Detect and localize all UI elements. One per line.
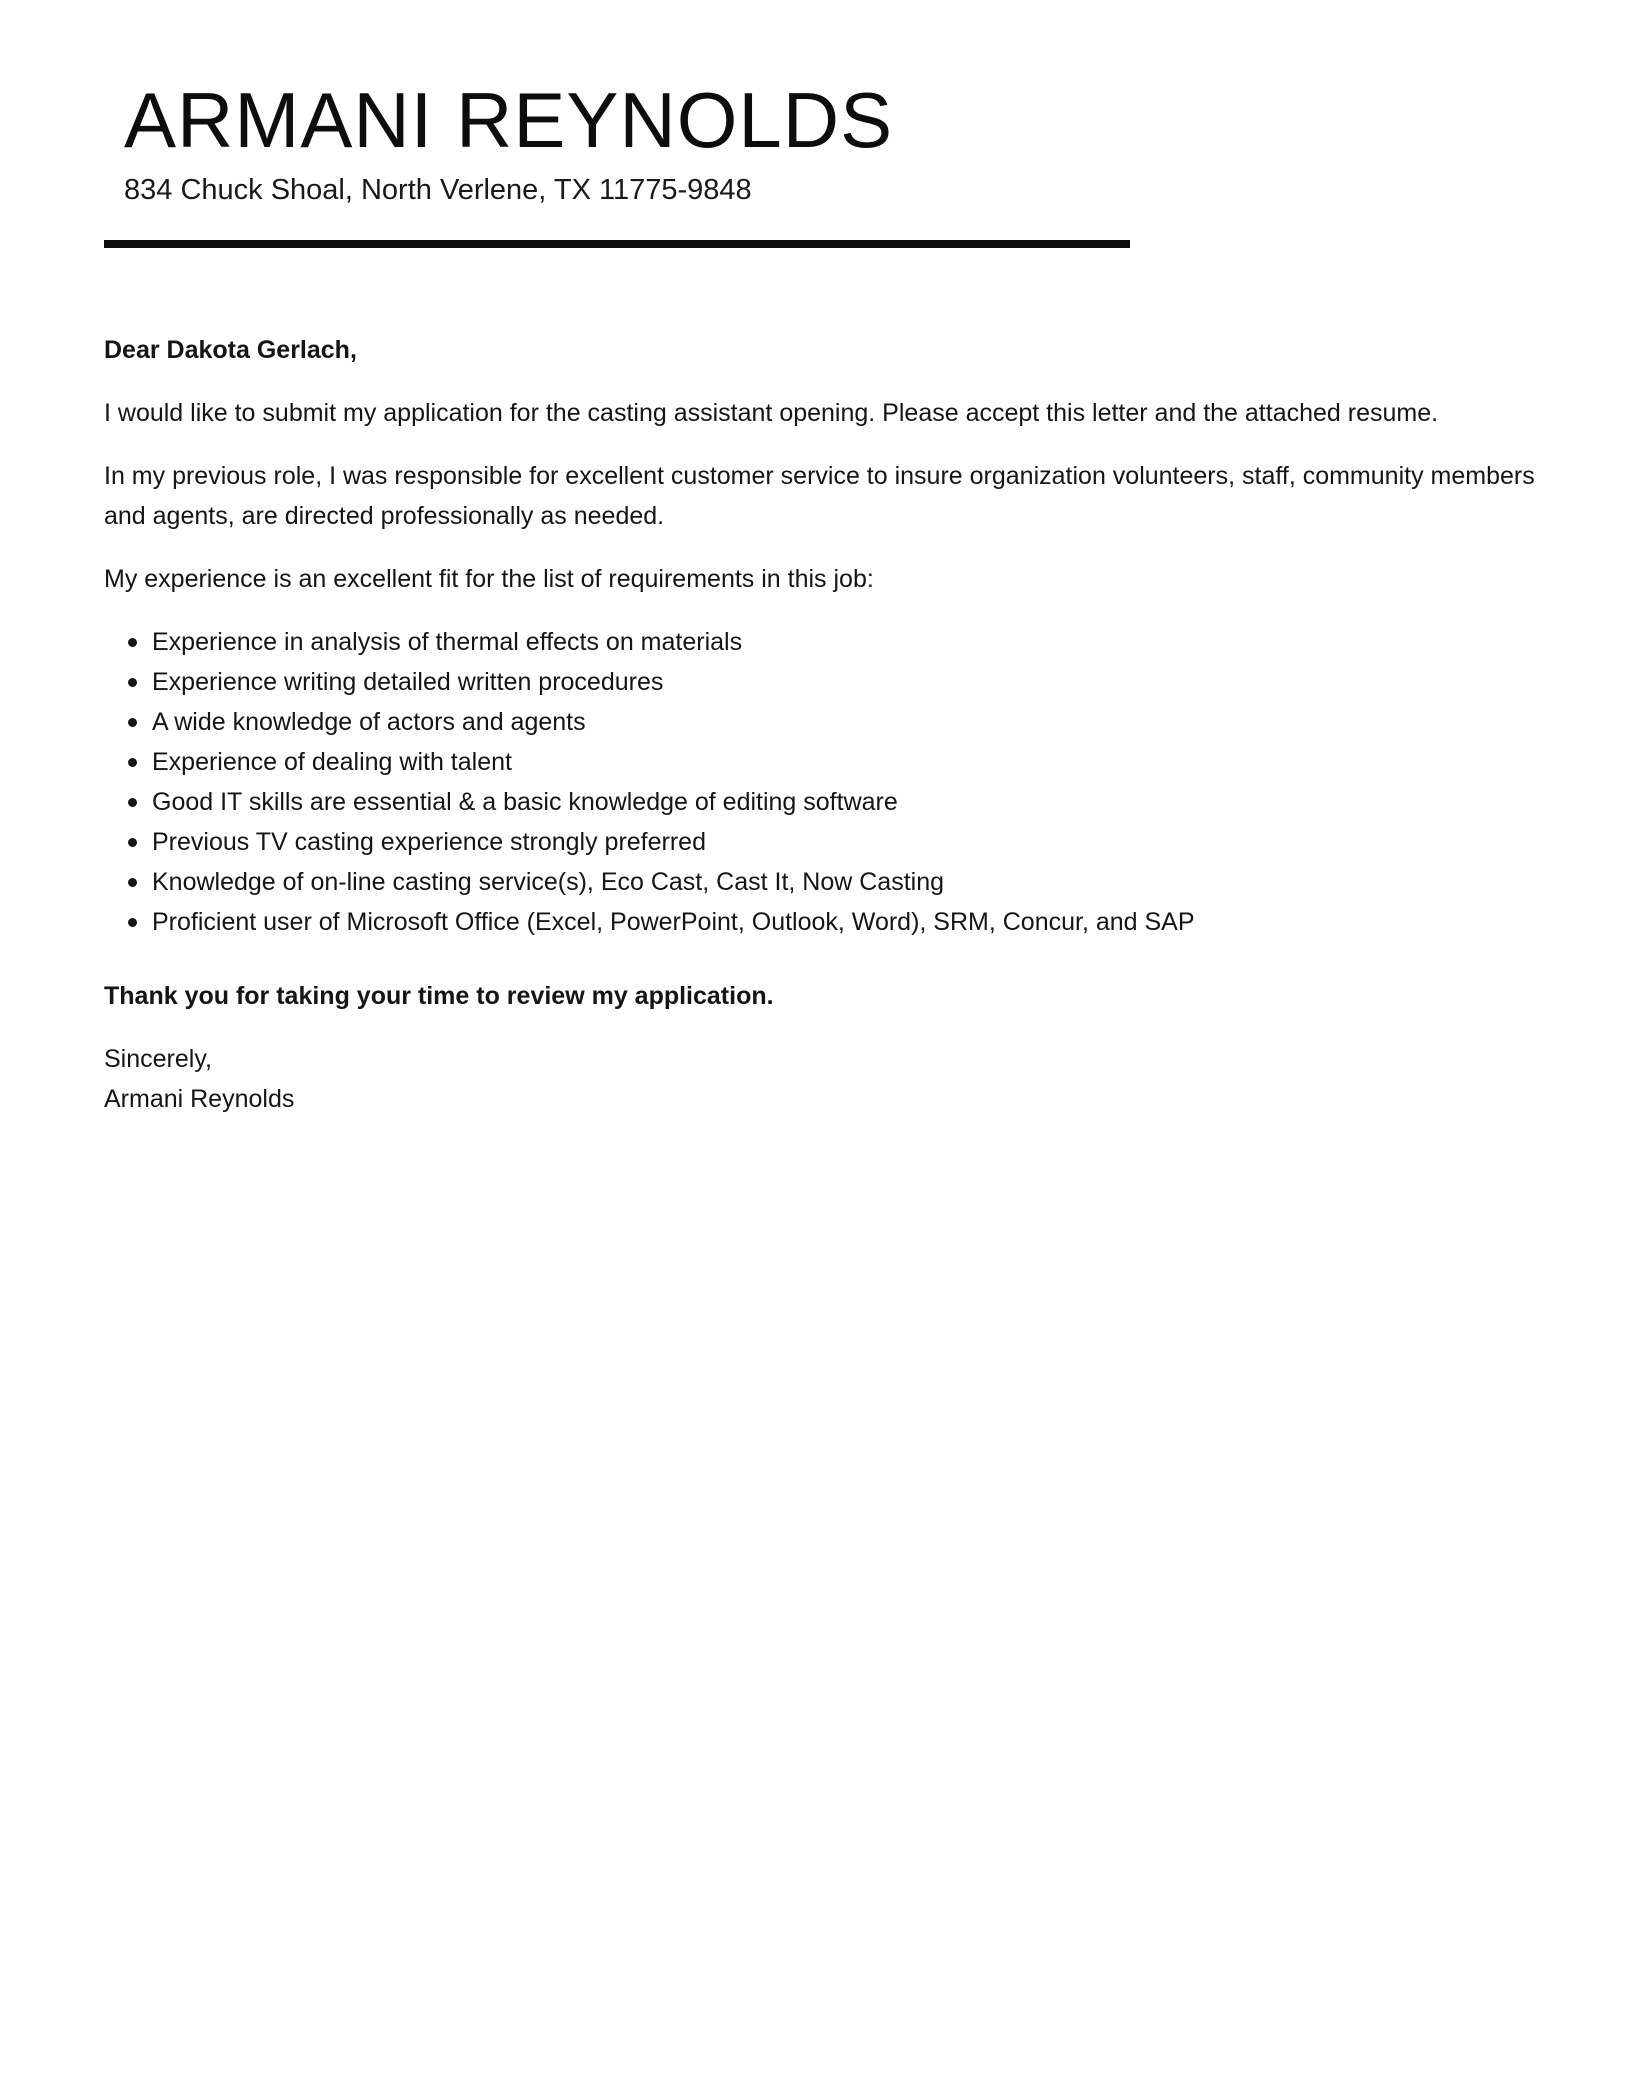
list-item [152, 622, 1544, 662]
list-item-text: Previous TV casting experience strongly preferred [152, 828, 706, 856]
bullet-icon [128, 718, 137, 727]
bullet-icon [128, 918, 137, 927]
bullet-icon [128, 878, 137, 887]
signature-name: Armani Reynolds [104, 1085, 295, 1113]
experience-paragraph: In my previous role, I was responsible for excellent customer service to insure organization volunteers, staff, community members and agents, are directed professionally as needed. [104, 462, 1535, 530]
applicant-name: ARMANI REYNOLDS [124, 76, 894, 164]
letter-body [104, 330, 1544, 1119]
requirements-list [104, 622, 1544, 942]
list-item-text: A wide knowledge of actors and agents [152, 708, 586, 736]
bullet-icon [128, 838, 137, 847]
applicant-address: 834 Chuck Shoal, North Verlene, TX 11775-9848 [124, 174, 752, 206]
fit-paragraph: My experience is an excellent fit for the list of requirements in this job: [104, 565, 874, 593]
bullet-icon [128, 638, 137, 647]
bullet-icon [128, 678, 137, 687]
signoff: Sincerely, [104, 1045, 212, 1073]
intro-paragraph: I would like to submit my application for the casting assistant opening. Please accept this letter and the attached resume. [104, 399, 1439, 427]
list-item-text: Experience writing detailed written procedures [152, 668, 664, 696]
list-item-text: Experience in analysis of thermal effects on materials [152, 628, 743, 656]
list-item [152, 902, 1544, 942]
bullet-icon [128, 798, 137, 807]
list-item-text: Knowledge of on-line casting service(s), Eco Cast, Cast It, Now Casting [152, 868, 945, 896]
list-item-text: Proficient user of Microsoft Office (Excel, PowerPoint, Outlook, Word), SRM, Concur, and SAP [152, 908, 1195, 936]
list-item [152, 702, 1544, 742]
list-item-text: Good IT skills are essential & a basic knowledge of editing software [152, 788, 898, 816]
list-item [152, 662, 1544, 702]
header-divider [104, 240, 1130, 248]
list-item [152, 782, 1544, 822]
bullet-icon [128, 758, 137, 767]
list-item [152, 822, 1544, 862]
list-item-text: Experience of dealing with talent [152, 748, 512, 776]
list-item [152, 862, 1544, 902]
list-item [152, 742, 1544, 782]
salutation: Dear Dakota Gerlach, [104, 336, 357, 364]
closing-line: Thank you for taking your time to review my application. [104, 982, 774, 1010]
